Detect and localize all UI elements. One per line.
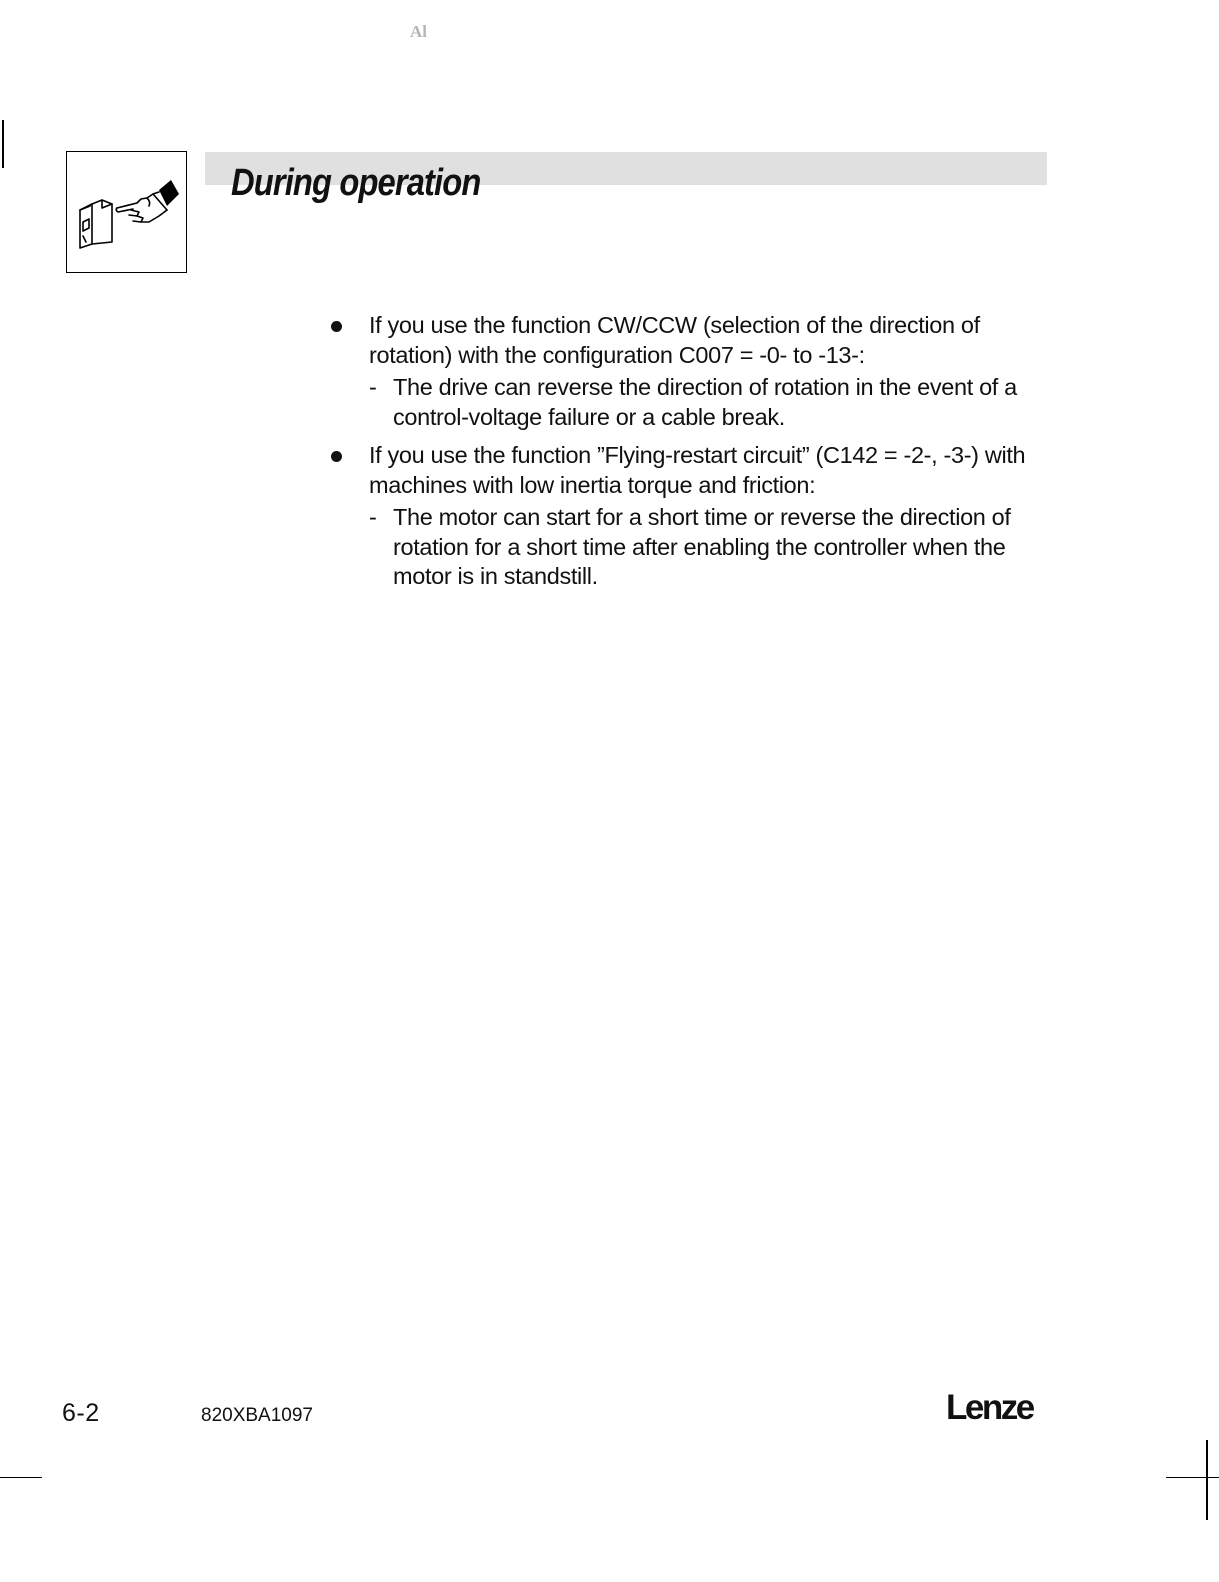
document-code: 820XBA1097 <box>201 1405 313 1426</box>
page-title: During operation <box>231 162 481 204</box>
crop-mark-right-bottom-h <box>1166 1477 1219 1478</box>
sub-item-text: The motor can start for a short time or reverse the direction of rotation for a short time after enabling the controller when the motor is in standstill. <box>393 504 1011 589</box>
sub-item <box>369 373 1050 432</box>
section-icon-box <box>66 151 187 273</box>
crop-mark-left-bottom <box>0 1477 42 1478</box>
bullet-dot <box>331 451 342 462</box>
list-item <box>330 311 1050 432</box>
crop-mark-left-top <box>2 120 4 168</box>
bullet-dot <box>331 321 342 332</box>
sub-item <box>369 503 1050 592</box>
lenze-logo: Lenze <box>946 1388 1033 1427</box>
sub-item-marker: - <box>369 504 377 530</box>
pointing-hand-with-controller-icon <box>67 152 188 274</box>
content-list <box>330 311 1050 592</box>
bullet-text: If you use the function CW/CCW (selection of the direction of rotation) with the configuration C007 = -0- to -13-: <box>369 312 980 368</box>
crop-mark-right-bottom-v <box>1206 1440 1208 1520</box>
top-mark: Al <box>410 22 427 41</box>
sub-item-marker: - <box>369 374 377 400</box>
sub-item-text: The drive can reverse the direction of rotation in the event of a control-voltage failure or a cable break. <box>393 374 1017 430</box>
list-item <box>330 441 1050 592</box>
page-number: 6-2 <box>62 1399 100 1427</box>
bullet-text: If you use the function ”Flying-restart circuit” (C142 = -2-, -3-) with machines with low inertia torque and friction: <box>369 442 1026 498</box>
